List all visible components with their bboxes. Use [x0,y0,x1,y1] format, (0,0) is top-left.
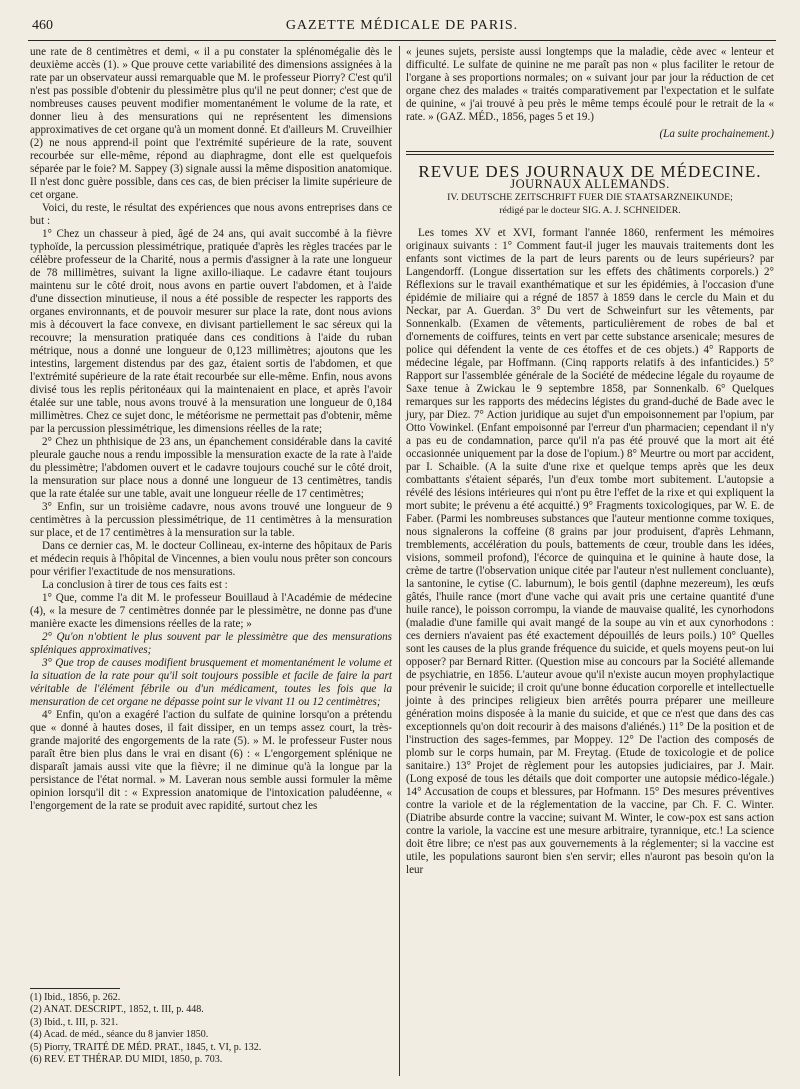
paragraph: 1° Chez un chasseur à pied, âgé de 24 ans, qui avait succombé à la fièvre typhoïde, la percussion plessimétrique, pratiquée d'après les règles tracées par le célèbre professeur de la Charité, nous a permis d'assigner à la rate une longueur de 78 millimètres, suivant la ligne axillo-iliaque. Le cadavre étant toujours maintenu sur le côté droit, nous avons en partie ouvert l'abdomen, et à l'aide d'une dissection minutieuse, il nous a été possible de respecter les rapports des organes environnants, et de pouvoir mesurer sur place la rate, dont nous avions mis à découvert la face convexe, en divisant partiellement le sac séreux qui la recouvre; la mensuration pratiquée dans ces conditions à l'aide du ruban métrique, nous a donné une longueur de 0,123 millimètres; ajoutons que les intestins, largement distendus par des gaz, étaient sortis de l'abdomen, et que l'extrémité supérieure de la rate était recourbée sur elle-même. Enfin, nous avons divisé tous les replis péritonéaux qui la maintenaient en place, et après l'avoir étalée sur une table, nous avons trouvé à la mensuration une longueur de 0,184 millimètres. Chez ce sujet donc, le météorisme ne permettait pas d'obtenir, même par la percussion plessimétrique, les dimensions réelles de la rate; [30,228,392,435]
quotation [406,46,774,124]
section-rule [406,151,774,152]
footnote: (6) REV. ET THÉRAP. DU MIDI, 1850, p. 703. [30,1054,223,1066]
running-title: GAZETTE MÉDICALE DE PARIS. [285,18,519,33]
footnotes [30,992,392,1066]
review-subtitle: JOURNAUX ALLEMANDS. [510,177,670,191]
left-column [30,46,392,813]
review-title: REVUE DES JOURNAUX DE MÉDECINE. [418,162,762,181]
paragraph: La conclusion à tirer de tous ces faits est : [42,579,228,591]
section-heading-block [406,191,774,217]
footnote: (3) Ibid., t. III, p. 321. [30,1016,119,1028]
footnote-rule [30,988,120,989]
footnote: (4) Acad. de méd., séance du 8 janvier 1850. [30,1029,209,1041]
footnote: (2) ANAT. DESCRIPT., 1852, t. III, p. 448. [30,1004,204,1016]
footnote: (1) Ibid., 1856, p. 262. [30,992,121,1003]
page-number: 460 [32,18,53,33]
paragraph: une rate de 8 centimètres et demi, « il a pu constater la splénomégalie dès le deuxième accès (1). » Que prouve cette variabilité des dimensions assignées à la rate par un observateur aussi remarquable que M. le professeur Piorry? C'est qu'il n'est pas possible d'obtenir du plessimètre plus qu'il ne peut donner; c'est que de nombreuses causes peuvent modifier momentanément le volume de la rate, et donner lieu à des mensurations qui ne représentent les dimensions approximatives de cet organe qu'à un moment donné. Et d'ailleurs M. Cruveilhier (2) ne nous apprend-il point que l'extrémité supérieure de la rate, souvent recourbée sur elle-même, répond au diaphragme, dont elle est quelquefois séparée par le foie? M. Sappey (3) signale aussi la même disposition anatomique. Il n'est donc guère possible, dans ces cas, de bien préciser la limite supérieure de cet organe. [30,46,392,201]
section-byline: rédigé par le docteur SIG. A. J. SCHNEIDER. [499,205,681,216]
paragraph: 2° Chez un phthisique de 23 ans, un épanchement considérable dans la cavité pleurale gauche nous a rendu impossible la mensuration exacte de la rate à l'aide du plessimètre; l'abdomen ouvert et le cadavre toujours couché sur le côté droit, la mensuration sur place nous a donné une longueur de 13 centimètres, tandis que la rate étalée sur une table, avait une longueur réelle de 17 centimètres; [30,436,392,500]
quote-text: « jeunes sujets, persiste aussi longtemps que la maladie, cède avec « lenteur et difficulté. Le sulfate de quinine ne me paraît pas non « plus faciliter le retour de l'organe à ses proportions normales; on « suivant jour par jour la réduction de cet organe chez des malades « traités comparativement par l'expectation et le sulfate de quinine, « j'ai trouvé à peu près le même temps écoulé pour le retrait de la « rate. » (GAZ. MÉD., 1856, pages 5 et 19.) [406,46,774,123]
section-heading: IV. DEUTSCHE ZEITSCHRIFT FUER DIE STAATSARZNEIKUNDE; [447,192,733,203]
paragraph: 3° Que trop de causes modifient brusquement et momentanément le volume et la situation de la rate pour qu'il soit toujours possible et facile de faire la part véritable de l'élément fébrile ou d'un médicament, toutes les fois que la mensuration de cet organe ne dépasse point sur le vivant 11 ou 12 centimètres; [30,657,392,708]
review-body: Les tomes XV et XVI, formant l'année 1860, renferment les mémoires originaux suivants : 1° Comment faut-il juger les mauvais traitements dont les enfants sont victimes de la part de leurs parents ou de leurs supérieurs? par Langendorff. (Longue dissertation sur les effets des châtiments corporels.) 2° Réflexions sur le travail exanthématique et sur les épidémies, à l'occasion d'une épidémie de miliaire qui a régné de 1857 à 1859 dans le cercle du Main et du Neckar, par A. Guerdan. 3° Du vert de Schweinfurt sur les vêtements, par Sonnenkalb. (Examen de vêtements, particulièrement de robes de bal et d'ornements de coiffures, teints en vert par cette substance arsenicale; mesures de police qui défendent la vente de ces étoffes et de ces objets.) 4° Rapports de médecine légale, par Hoffmann. (Cinq rapports relatifs à des infanticides.) 5° Rapport sur l'assemblée générale de la Société de médecine légale du royaume de Saxe tenue à Zwickau le 9 septembre 1858, par Sonnenkalb. 6° Quelques remarques sur les rapports des médecins légistes du grand-duché de Bade avec le jury, par Diez. 7° Action juridique au sujet d'un empoisonnement par l'opium, par Otto Vowinkel. (Enfant empoisonné par l'erreur d'un pharmacien; cependant il n'y a pas eu de condamnation, parce qu'il n'a pas été prouvé que la mort ait été occasionnée uniquement par la dose de l'opium.) 8° Meurtre ou mort par accident, par I. Schaible. (A la suite d'une rixe et quelque temps après que les deux combattants s'étaient séparés, l'un d'eux tombe mort subitement. L'autopsie a révélé des lésions intérieures qui n'ont pu être l'effet de la rixe et qui expliquent la mort subite; le prévenu a été acquitté.) 9° Fragments toxicologiques, par W. E. de Faber. (Parmi les nombreuses substances que l'auteur mentionne comme toxiques, nous signalerons la coffeine (8 grains par jour produisent, d'après Lehmann, tremblements, accélération du pouls, battements de cœur, trouble dans les idées, visions, sommeil profond), l'écorce de quinquina et le quinine à haute dose, la crème de tartre (l'observation unique citée par l'auteur n'est nullement concluante), la santonine, le cytise (C. laburnum), le bois gentil (daphne mezereum), les œufs gâtés, l'huile rance (mort d'une vache qui avait pris une certaine quantité d'une huile rance), le poisson corrompu, la viande de mauvaise qualité, les cynorhodons (maladie d'une famille qui avait mangé de la soupe au vin et aux cynorhodons : ces derniers n'avaient pas été exactement dépouillés de leurs poils.) 10° Quelles sont les causes de la plus grande fréquence du suicide, et quels moyens peut-on lui opposer? par Bernard Ritter. (Question mise au concours par la Société allemande de psychiatrie, en 1856. L'auteur avoue qu'il n'existe aucun moyen prophylactique pour prévenir le suicide; il croit qu'une bonne éducation corporelle et intellectuelle jointe à des principes religieux bien arrêtés pourra préparer une meilleure génération moins disposée à la manie du suicide, et que ce n'est que dans des cas exceptionnels qu'on doit recourir à des maisons d'aliénés.) 11° De la position et de l'instruction des sages-femmes, par Moppey. 12° De l'action des composés de plomb sur le corps humain, par M. Freytag. (Etude de toxicologie et de police sanitaire.) 13° Projet de règlement pour les autopsies judiciaires, par J. Mair. (Long exposé de tous les détails que doit comporter une autopsie médico-légale.) 14° Accusation de coups et blessures, par Hofmann. 15° Des mesures préventives contre la variole et de la réglementation de la vaccine, par Ch. F. C. Winter. (Diatribe absurde contre la vaccine; suivant M. Winter, le cow-pox est sans action contre la variole, la vaccine est une mesure arbitraire, tyrannique, etc.! La science doit être libre; ce n'est pas aux gouvernements à la réglementer; si la vaccine est utile, les populations sauront bien s'en servir; elles n'auront pas besoin qu'on la leur [406,227,774,876]
paragraph: Voici, du reste, le résultat des expériences que nous avons entreprises dans ce but : [30,202,392,227]
paragraph: 3° Enfin, sur un troisième cadavre, nous avons trouvé une longueur de 9 centimètres à la percussion plessimétrique, de 11 centimètres à la mensuration sur place, et de 17 centimètres à la mensuration sur la table. [30,501,392,539]
page-header [28,18,776,41]
paragraph: 4° Enfin, qu'on a exagéré l'action du sulfate de quinine lorsqu'on a prétendu que « donné à hautes doses, il fait dissiper, en un temps assez court, la très-grande majorité des engorgements de la rate (5). » M. le professeur Fuster nous paraît être bien plus dans le vrai en disant (6) : « L'engorgement splénique ne disparaît jamais aussi vite que la fièvre; il ne diminue qu'à la longue par la persistance de l'état normal. » M. Laveran nous semble aussi formuler la même opinion lorsqu'il dit : « Expression anatomique de l'intoxication paludéenne, « l'engorgement de la rate se produit avec rapidité, surtout chez les [30,709,392,812]
column-divider [399,46,400,1076]
paragraph: 1° Que, comme l'a dit M. le professeur Bouillaud à l'Académie de médecine (4), « la mesure de 7 centimètres donnée par le plessimètre, ne donne pas d'une manière exacte les dimensions réelles de la rate; » [30,592,392,630]
section-rule-thin [406,154,774,155]
paragraph: 2° Qu'on n'obtient le plus souvent par le plessimètre que des mensurations spléniques approximatives; [30,631,392,656]
paragraph: Dans ce dernier cas, M. le docteur Collineau, ex-interne des hôpitaux de Paris et médecin requis à l'hôpital de Vincennes, a bien voulu nous prêter son concours pour vérifier l'exactitude de nos mensurations. [30,540,392,578]
continuation-note: (La suite prochainement.) [659,128,774,140]
right-column [406,46,774,877]
footnote: (5) Piorry, TRAITÉ DE MÉD. PRAT., 1845, t. VI, p. 132. [30,1041,262,1053]
